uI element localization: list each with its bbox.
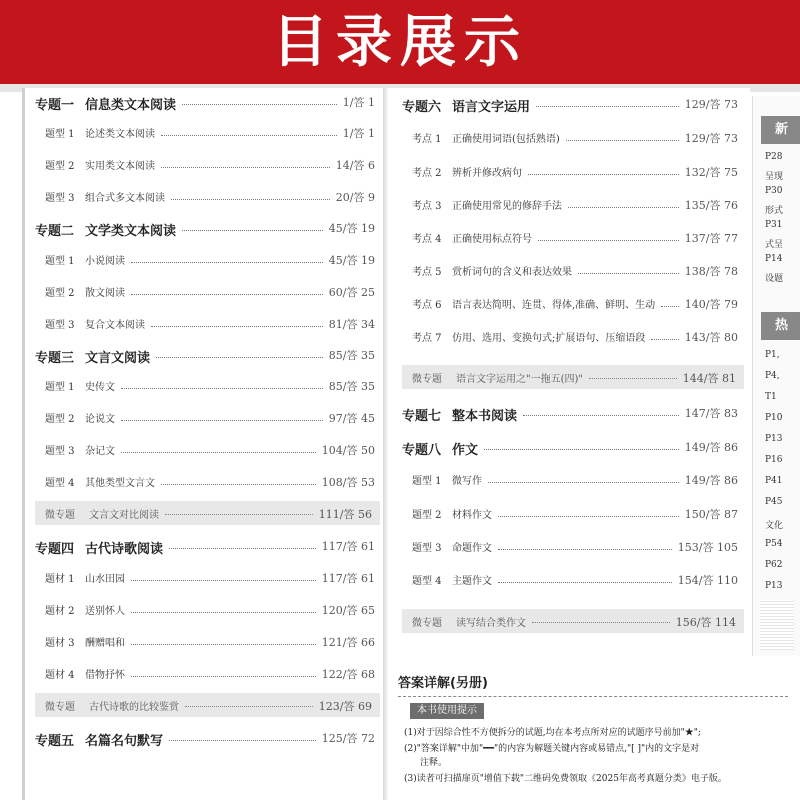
toc-entry [45, 442, 375, 464]
sidebar-item: 设题 [765, 274, 784, 284]
toc-page-number: 129/答 73 [684, 98, 738, 111]
toc-page-number: 1/答 1 [342, 127, 375, 140]
toc-label: 微专题 [45, 702, 75, 713]
toc-title: 正确使用标点符号 [452, 234, 532, 245]
toc-topic [35, 220, 375, 242]
toc-label: 微专题 [45, 510, 75, 521]
sidebar-section-heading: 新 [761, 116, 800, 144]
toc-title: 杂记文 [85, 446, 115, 457]
toc-entry [412, 472, 738, 494]
toc-label: 微专题 [412, 374, 442, 385]
toc-micro-topic [35, 501, 380, 525]
toc-title: 古代诗歌的比较鉴赏 [89, 702, 179, 713]
toc-leader-dots [536, 106, 679, 107]
toc-title: 论述类文本阅读 [85, 129, 155, 140]
toc-entry [412, 164, 738, 186]
toc-label: 专题四 [35, 542, 75, 557]
left-page [22, 88, 387, 800]
toc-label: 专题五 [35, 734, 75, 749]
sidebar-item: P45 [765, 497, 783, 507]
toc-label: 考点 5 [412, 267, 442, 278]
toc-entry [412, 539, 738, 561]
toc-page-number: 125/答 72 [321, 732, 375, 745]
toc-page-number: 85/答 35 [328, 380, 375, 393]
toc-leader-dots [182, 230, 323, 231]
toc-page-number: 1/答 1 [342, 96, 375, 109]
toc-label: 微专题 [412, 618, 442, 629]
toc-topic [35, 730, 375, 752]
toc-label: 专题六 [402, 100, 442, 115]
toc-leader-dots [151, 326, 323, 327]
toc-label: 题型 2 [45, 414, 75, 425]
toc-topic [35, 347, 375, 369]
toc-title: 赏析词句的含义和表达效果 [452, 267, 572, 278]
toc-page-number: 85/答 35 [328, 349, 375, 362]
toc-page-number: 149/答 86 [684, 441, 738, 454]
toc-topic [402, 405, 738, 427]
toc-title: 主题作文 [452, 576, 492, 587]
toc-title: 文言文阅读 [85, 351, 151, 366]
usage-note: (1)对于因综合性不方便拆分的试题,均在本考点所对应的试题序号前加"★"; [404, 728, 701, 738]
toc-title: 语言表达简明、连贯、得体,准确、鲜明、生动 [452, 300, 656, 311]
toc-micro-topic [402, 609, 744, 633]
sidebar-item: 文化 [765, 521, 784, 531]
toc-label: 题型 1 [45, 382, 75, 393]
right-page [388, 88, 750, 800]
toc-label: 题型 3 [45, 446, 75, 457]
toc-leader-dots [523, 415, 679, 416]
toc-page-number: 144/答 81 [682, 372, 736, 385]
sidebar-item: P16 [765, 455, 783, 465]
toc-page-number: 81/答 34 [328, 318, 375, 331]
toc-title: 送别怀人 [85, 606, 125, 617]
sidebar-item: 呈现 [765, 172, 784, 182]
toc-entry [45, 570, 375, 592]
toc-title: 复合文本阅读 [85, 320, 145, 331]
toc-title: 酬赠唱和 [85, 638, 125, 649]
toc-entry [45, 189, 375, 211]
toc-label: 题型 1 [412, 476, 442, 487]
toc-leader-dots [185, 706, 313, 707]
toc-topic [35, 94, 375, 116]
sidebar-item: P41 [765, 476, 783, 486]
toc-title: 实用类文本阅读 [85, 161, 155, 172]
toc-page-number: 20/答 9 [335, 191, 375, 204]
toc-title: 材料作文 [452, 510, 492, 521]
toc-leader-dots [538, 240, 679, 241]
sidebar-item: 式呈 [765, 240, 784, 250]
toc-leader-dots [161, 135, 337, 136]
sidebar-item: P13 [765, 434, 783, 444]
sidebar-item: P31 [765, 220, 783, 230]
toc-entry [45, 252, 375, 274]
toc-label: 题型 3 [412, 543, 442, 554]
toc-title: 论说文 [85, 414, 115, 425]
toc-label: 考点 1 [412, 134, 442, 145]
toc-page-number: 129/答 73 [684, 132, 738, 145]
toc-title: 读写结合类作文 [456, 618, 526, 629]
toc-leader-dots [566, 140, 679, 141]
toc-label: 考点 2 [412, 168, 442, 179]
toc-title: 命题作文 [452, 543, 492, 554]
toc-title: 古代诗歌阅读 [85, 542, 164, 557]
toc-leader-dots [131, 294, 323, 295]
toc-page-number: 150/答 87 [684, 508, 738, 521]
toc-leader-dots [131, 644, 316, 645]
sidebar-item: P14 [765, 254, 783, 264]
toc-page-number: 135/答 76 [684, 199, 738, 212]
toc-label: 题材 3 [45, 638, 75, 649]
toc-leader-dots [661, 306, 679, 307]
toc-label: 题型 1 [45, 129, 75, 140]
toc-page-number: 97/答 45 [328, 412, 375, 425]
toc-title: 微写作 [452, 476, 482, 487]
toc-label: 题材 2 [45, 606, 75, 617]
toc-leader-dots [578, 273, 679, 274]
toc-page-number: 14/答 6 [335, 159, 375, 172]
toc-label: 考点 7 [412, 333, 442, 344]
toc-leader-dots [165, 514, 313, 515]
toc-page-number: 149/答 86 [684, 474, 738, 487]
toc-entry [412, 329, 738, 351]
toc-page-number: 117/答 61 [321, 540, 375, 553]
toc-leader-dots [169, 740, 316, 741]
usage-note: 注释。 [420, 758, 448, 768]
toc-leader-dots [161, 484, 316, 485]
sidebar-item: P62 [765, 560, 783, 570]
toc-title: 名篇名句默写 [85, 734, 164, 749]
toc-page-number: 153/答 105 [677, 541, 738, 554]
toc-entry [412, 263, 738, 285]
toc-entry [412, 572, 738, 594]
toc-leader-dots [498, 549, 672, 550]
toc-entry [45, 602, 375, 624]
toc-leader-dots [131, 676, 316, 677]
toc-leader-dots [161, 167, 330, 168]
toc-title: 散文阅读 [85, 288, 125, 299]
toc-label: 专题三 [35, 351, 75, 366]
usage-notes-tag: 本书使用提示 [410, 703, 484, 719]
toc-page-number: 108/答 53 [321, 476, 375, 489]
toc-label: 题型 2 [45, 161, 75, 172]
usage-note: (2)"答案详解"中加"━━"的内容为解题关键内容或易错点,"[ ]"内的文字是对 [404, 744, 700, 754]
toc-label: 题型 4 [45, 478, 75, 489]
toc-page-number: 60/答 25 [328, 286, 375, 299]
toc-topic [35, 538, 375, 560]
toc-entry [412, 230, 738, 252]
sidebar-item: 形式 [765, 206, 784, 216]
toc-page-number: 122/答 68 [321, 668, 375, 681]
toc-label: 题材 1 [45, 574, 75, 585]
toc-micro-topic [35, 693, 380, 717]
toc-title: 小说阅读 [85, 256, 125, 267]
toc-leader-dots [171, 199, 330, 200]
toc-page-number: 104/答 50 [321, 444, 375, 457]
toc-title: 山水田园 [85, 574, 125, 585]
toc-title: 仿用、选用、变换句式;扩展语句、压缩语段 [452, 333, 646, 344]
toc-leader-dots [498, 582, 672, 583]
toc-entry [412, 130, 738, 152]
toc-entry [412, 296, 738, 318]
answers-title: 答案详解(另册) [398, 676, 488, 691]
toc-page-number: 117/答 61 [321, 572, 375, 585]
toc-page-number: 120/答 65 [321, 604, 375, 617]
toc-entry [45, 125, 375, 147]
toc-label: 考点 3 [412, 201, 442, 212]
toc-title: 作文 [452, 443, 479, 458]
toc-title: 辨析并修改病句 [452, 168, 522, 179]
toc-title: 语言文字运用之"一拖五(四)" [456, 374, 584, 385]
toc-micro-topic [402, 365, 744, 389]
sidebar-item: P54 [765, 539, 783, 549]
toc-title: 正确使用常见的修辞手法 [452, 201, 562, 212]
toc-label: 考点 4 [412, 234, 442, 245]
toc-entry [45, 410, 375, 432]
sidebar-item: P4, [765, 371, 780, 381]
sidebar-item: P13 [765, 581, 783, 591]
toc-page-number: 143/答 80 [684, 331, 738, 344]
toc-leader-dots [182, 104, 337, 105]
toc-leader-dots [121, 452, 316, 453]
sidebar-item: T1 [765, 392, 777, 402]
toc-entry [45, 634, 375, 656]
toc-page-number: 156/答 114 [675, 616, 736, 629]
toc-leader-dots [131, 580, 316, 581]
toc-leader-dots [169, 548, 316, 549]
toc-entry [45, 666, 375, 688]
toc-label: 专题七 [402, 409, 442, 424]
toc-page-number: 140/答 79 [684, 298, 738, 311]
banner [0, 0, 800, 92]
toc-page-number: 111/答 56 [318, 508, 372, 521]
toc-entry [45, 284, 375, 306]
toc-leader-dots [651, 339, 679, 340]
toc-leader-dots [484, 449, 679, 450]
toc-page-number: 123/答 69 [318, 700, 372, 713]
toc-title: 文学类文本阅读 [85, 224, 177, 239]
sidebar-item: P10 [765, 413, 783, 423]
toc-leader-dots [568, 207, 679, 208]
toc-page-number: 45/答 19 [328, 222, 375, 235]
toc-leader-dots [532, 622, 670, 623]
toc-label: 专题一 [35, 98, 75, 113]
toc-title: 信息类文本阅读 [85, 98, 177, 113]
toc-leader-dots [498, 516, 679, 517]
toc-label: 题型 2 [45, 288, 75, 299]
toc-page-number: 147/答 83 [684, 407, 738, 420]
toc-leader-dots [131, 612, 316, 613]
toc-leader-dots [156, 357, 323, 358]
toc-page-number: 138/答 78 [684, 265, 738, 278]
toc-label: 题型 3 [45, 193, 75, 204]
toc-leader-dots [121, 388, 323, 389]
toc-title: 史传文 [85, 382, 115, 393]
toc-title: 正确使用词语(包括熟语) [452, 134, 560, 145]
toc-title: 组合式多文本阅读 [85, 193, 165, 204]
sidebar-section-heading: 热 [761, 312, 800, 340]
toc-page-number: 45/答 19 [328, 254, 375, 267]
usage-notes [398, 696, 788, 801]
toc-leader-dots [121, 420, 323, 421]
toc-entry [45, 157, 375, 179]
toc-label: 专题二 [35, 224, 75, 239]
toc-label: 题材 4 [45, 670, 75, 681]
toc-topic [402, 96, 738, 118]
toc-page-number: 121/答 66 [321, 636, 375, 649]
toc-leader-dots [528, 174, 679, 175]
toc-label: 题型 1 [45, 256, 75, 267]
toc-label: 专题八 [402, 443, 442, 458]
sidebar-item: P1, [765, 350, 780, 360]
toc-page-number: 154/答 110 [677, 574, 738, 587]
toc-entry [412, 506, 738, 528]
toc-entry [45, 474, 375, 496]
toc-entry [45, 378, 375, 400]
toc-title: 其他类型文言文 [85, 478, 155, 489]
banner-title: 目录展示 [272, 10, 528, 75]
side-page-preview [752, 96, 800, 656]
toc-page-number: 137/答 77 [684, 232, 738, 245]
toc-title: 文言文对比阅读 [89, 510, 159, 521]
toc-leader-dots [589, 378, 677, 379]
toc-title: 整本书阅读 [452, 409, 518, 424]
toc-title: 借物抒怀 [85, 670, 125, 681]
sidebar-item: P28 [765, 152, 783, 162]
toc-leader-dots [131, 262, 323, 263]
toc-label: 题型 4 [412, 576, 442, 587]
toc-leader-dots [488, 482, 679, 483]
toc-label: 考点 6 [412, 300, 442, 311]
toc-entry [45, 316, 375, 338]
book-edge [760, 600, 794, 650]
sidebar-item: P30 [765, 186, 783, 196]
toc-title: 语言文字运用 [452, 100, 531, 115]
toc-topic [402, 439, 738, 461]
toc-label: 题型 2 [412, 510, 442, 521]
toc-page-number: 132/答 75 [684, 166, 738, 179]
toc-label: 题型 3 [45, 320, 75, 331]
toc-entry [412, 197, 738, 219]
usage-note: (3)读者可扫描扉页"增值下载"二维码免费领取《2025年高考真题分类》电子版。 [404, 774, 727, 784]
